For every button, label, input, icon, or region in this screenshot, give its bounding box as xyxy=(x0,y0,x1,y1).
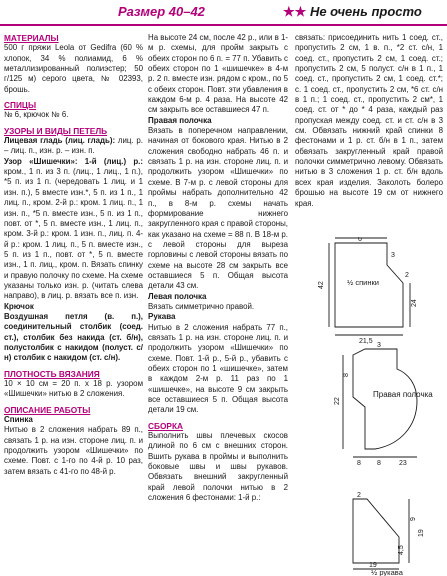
dim-front-b3: 23 xyxy=(399,460,407,467)
dim-sleeve-h1: 9 xyxy=(410,517,417,521)
back-heading: Спинка xyxy=(4,415,33,425)
dim-front-mid: 8 xyxy=(343,373,350,377)
needles-heading: СПИЦЫ xyxy=(4,100,37,111)
needles-text: № 6, крючок № 6. xyxy=(4,110,69,120)
page-header xyxy=(0,0,447,24)
left-front-text: Вязать симметрично правой. xyxy=(148,301,255,311)
dim-front-top: 3 xyxy=(377,342,381,349)
shells-text: кром., 1 п. из 3 п. (лиц., 1 лиц., 1 п.), *5 п. из 1 п. (чередовать 1 лиц. и 1 изн. п.), 5 вместе изн.*, 5 п. из 1 п., 1 лиц. п., кром. 2-й р.: кром. 1 лиц. п., 1 изн. п., *5 п. вместе изн., 5 п. из 1 п., повт. от *, 5 п. вместе изн., 1 лиц. п., кром. 3-й р.: кром. 1 изн. п., лиц. п. 4-й р.: кром. 1 лиц. п., 5 п. вместе изн., 5 п. из 1 п., повт. от *, 5 п. вместе изн., 1 п. лиц., кром. п. Вязать спинку и правую полочку по схеме. На схеме указаны только изн. р. (читать слева направо), в лиц. р. вязать все п. изн. xyxy=(4,167,143,301)
pattern-diagrams xyxy=(295,237,447,576)
sleeve-label: ½ рукава xyxy=(371,568,403,576)
dim-back-small-a: 3 xyxy=(391,252,395,259)
back-label: ½ спинки xyxy=(347,278,379,287)
difficulty-label: Не очень просто xyxy=(309,4,422,19)
sleeve-text: Нитью в 2 сложения набрать 77 п., связать 1 р. на изн. стороне лиц. п. и продолжить узором «Шишечки» по схеме. Повт. 1-й р., 5-й р., убавить с обеих сторон по 1 «шишечке», затем в каждом 2-м р. 11 раз по 1 «шишечке», на высоте 9 см закрыть все оставшиеся 5 п. Общая высота детали 19 см. xyxy=(148,322,288,415)
assembly-continued-text: связать: присоединить нить 1 соед. ст., пропустить 2 см, 1 в. п., *2 ст. с/н, 1 соед. ст., пропустить 2 см, 1 соед. ст.; пропустить 2 см, 5 полуст. с/н в 1 п., 1 соед. ст., пропустить 2 см, 1 соед. ст.*; с. 1 соед. ст., пропустить 2 см, *6 ст. с/н в 1 п.; 1 соед. ст., пропустить 2 см*, 1 соед. ст. от * до * 4 раза, каждый раз пропуская между соед. ст. и ст. с/н в 3 см. Обвязать нижний край спинки 8 фестонами и 1 р. ст. б/н в 1 п., затем обвязать закругленный край правой полочки симметрично левому. Обвязать нитью в 3 сложения 1 р. ст. б/н вдоль всех края изделия. Заколоть болеро брошью на высоте 19 см от нижнего края. xyxy=(295,33,443,208)
dim-front-b2: 8 xyxy=(377,460,381,467)
right-front-text: Вязать в поперечном направлении, начиная от бокового края. Нитью в 2 сложения свободно набрать 46 п. и связать 1 р. на изн. стороне лиц. п. и продолжить узором «Шишечки» по схеме. В 7-м р. с левой стороны для проймы набрать дополнительно 42 п., в 8-м р. схемы начать формирование нижнего закругленного края с правой стороны, как указано на схеме = 88 п. В 18-м р. с левой стороны для выреза горловины с левой стороны вязать по схеме на высоте 28 см закрыть все оставшиеся 5 п. Общая высота детали 43 см. xyxy=(148,126,288,291)
difficulty-rating xyxy=(283,4,422,20)
patterns-heading: УЗОРЫ И ВИДЫ ПЕТЕЛЬ xyxy=(4,125,108,136)
gauge-heading: ПЛОТНОСТЬ ВЯЗАНИЯ xyxy=(4,368,100,379)
shells-paragraph xyxy=(4,157,143,302)
dim-back-bottom: 21,5 xyxy=(359,338,373,345)
dim-sleeve-h2: 19 xyxy=(418,529,425,537)
gauge-text: 10 × 10 см = 20 п. x 18 р. узором «Шишечки» нитью в 2 сложения. xyxy=(4,379,143,399)
dim-front-left: 22 xyxy=(334,397,341,405)
hook-heading: Крючок xyxy=(4,301,34,311)
front-outline xyxy=(353,349,417,449)
schematics-svg xyxy=(295,237,447,576)
column-1 xyxy=(4,33,143,477)
assembly-heading: СБОРКА xyxy=(148,420,183,431)
description-heading: ОПИСАНИЕ РАБОТЫ xyxy=(4,404,91,415)
right-front-heading: Правая полочка xyxy=(148,115,212,125)
back-continued-text: На высоте 24 см, после 42 р., или в 1-м р. схемы, для пройм закрыть с обеих сторон по 6 п. = 77 п. Убавить с обеих сторон по 1 «шишечке» в 4-м р. 2 п. вместе изн. рядом с кром., по 5 с обеих сторон. Повт. эти убавления в каждом 6-м р. 4 раза. На высоте 42 см закрыть все оставшиеся 47 п. xyxy=(148,33,288,115)
back-text: Нитью в 2 сложения набрать 89 п., связать 1 р. на изн. стороне лиц. п. и продолжить узором «Шишечки» по схеме. Повт. с 1-го по 4-й р. 10 раз, затем вязать с 41-го по 48-й р. xyxy=(4,425,143,476)
dim-sleeve-w: 4,5 xyxy=(398,545,405,555)
left-front-heading: Левая полочка xyxy=(148,291,207,301)
stockinette-head: Лицевая гладь (лиц. гладь): xyxy=(4,136,116,146)
sleeve-heading: Рукава xyxy=(148,312,176,322)
dim-back-small-b: 2 xyxy=(405,272,409,279)
materials-text: 500 г пряжи Leola от Gedifra (60 % хлопок, 34 % полиамид, 6 % металлизированный полиэстер; 50 г/125 м) серого цвета, № 02393, брошь. xyxy=(4,43,143,94)
column-2 xyxy=(148,33,288,503)
shells-head: Узор «Шишечки»: 1-й (лиц.) р.: xyxy=(4,156,143,166)
size-title: Размер 40–42 xyxy=(118,4,205,19)
dim-sleeve-top: 2 xyxy=(357,492,361,499)
front-label: Правая полочка xyxy=(373,390,433,399)
assembly-text: Выполнить швы плечевых скосов длиной по 6 см с внешних сторон. Вшить рукава в проймы и выполнить боковые швы и швы рукавов. Обвязать внешний закругленный край левой полочки нитью в 2 сложения 6 фестонами: 1-й р.: xyxy=(148,431,288,503)
sleeve-outline xyxy=(353,499,399,563)
star-icons: ★★ xyxy=(283,4,307,19)
dim-sleeve-bottom: 19 xyxy=(369,562,377,569)
column-3 xyxy=(295,33,443,209)
materials-heading: МАТЕРИАЛЫ xyxy=(4,33,59,43)
stockinette-text: лиц. р. – лиц. п., изн. р. – изн. п. xyxy=(4,136,143,156)
stockinette-paragraph xyxy=(4,136,143,157)
dim-back-top: 6 xyxy=(358,237,362,243)
hook-text: Воздушная петля (в. п.), соединительный столбик (соед. ст.), столбик без накида (ст. б/н), полустолбик с накидом (полуст. с/н) столбик с накидом (ст. с/н). xyxy=(4,311,143,363)
dim-back-right: 24 xyxy=(411,299,418,307)
header-divider xyxy=(0,24,447,26)
dim-front-b1: 8 xyxy=(357,460,361,467)
dim-back-side: 42 xyxy=(318,281,325,289)
